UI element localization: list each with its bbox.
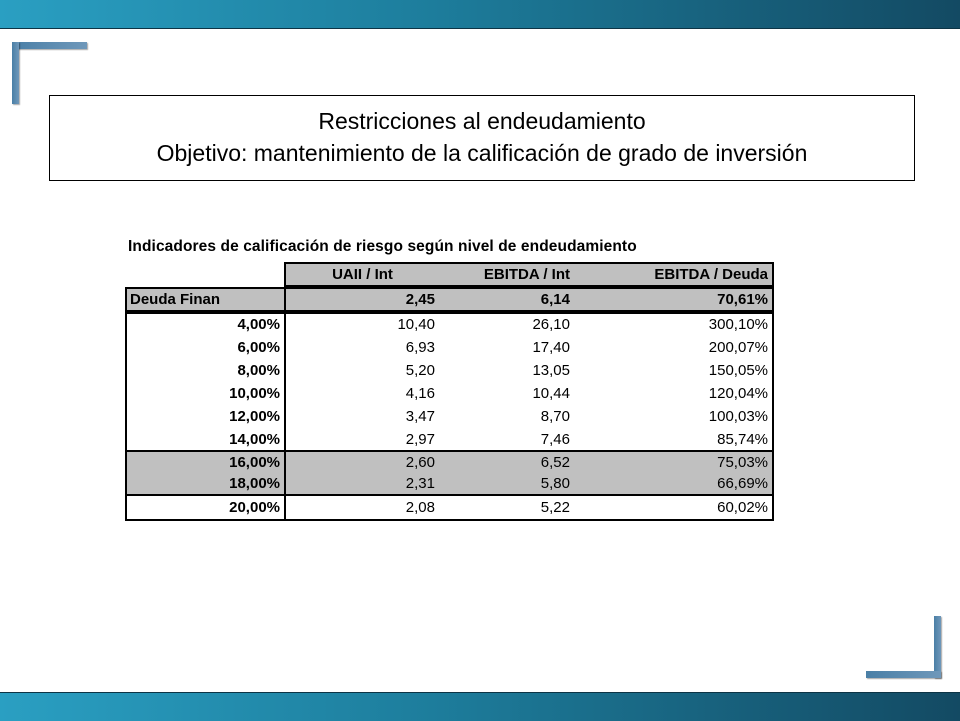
row-debt-level: 20,00% bbox=[229, 499, 280, 516]
header-uaii-int: UAII / Int bbox=[332, 266, 393, 283]
row-ebitda-int: 6,52 bbox=[540, 454, 570, 471]
row-uaii-int: 2,97 bbox=[405, 431, 435, 448]
row-uaii-int: 4,16 bbox=[405, 385, 435, 402]
row-uaii-int: 10,40 bbox=[397, 316, 435, 333]
row-ebitda-deuda: 75,03% bbox=[717, 454, 768, 471]
header-ebitda-int: EBITDA / Int bbox=[483, 266, 570, 283]
summary-ebitda-deuda: 70,61% bbox=[717, 291, 768, 308]
row-ebitda-int: 17,40 bbox=[532, 339, 570, 356]
row-uaii-int: 2,31 bbox=[405, 475, 435, 492]
row-ebitda-deuda: 60,02% bbox=[717, 499, 768, 516]
row-ebitda-int: 13,05 bbox=[532, 362, 570, 379]
row-ebitda-deuda: 85,74% bbox=[717, 431, 768, 448]
row-uaii-int: 2,60 bbox=[405, 454, 435, 471]
row-uaii-int: 3,47 bbox=[405, 408, 435, 425]
row-ebitda-int: 5,80 bbox=[540, 475, 570, 492]
row-debt-level: 10,00% bbox=[229, 385, 280, 402]
row-ebitda-deuda: 300,10% bbox=[708, 316, 768, 333]
row-ebitda-int: 7,46 bbox=[540, 431, 570, 448]
row-debt-level: 12,00% bbox=[229, 408, 280, 425]
row-debt-level: 16,00% bbox=[229, 454, 280, 471]
header-ebitda-deuda: EBITDA / Deuda bbox=[654, 266, 768, 283]
row-ebitda-deuda: 66,69% bbox=[717, 475, 768, 492]
row-ebitda-deuda: 100,03% bbox=[708, 408, 768, 425]
summary-uaii-int: 2,45 bbox=[405, 291, 435, 308]
row-uaii-int: 5,20 bbox=[405, 362, 435, 379]
row-ebitda-int: 26,10 bbox=[532, 316, 570, 333]
row-ebitda-deuda: 120,04% bbox=[708, 385, 768, 402]
table-caption: Indicadores de calificación de riesgo según nivel de endeudamiento bbox=[128, 238, 637, 255]
row-ebitda-int: 8,70 bbox=[540, 408, 570, 425]
row-ebitda-int: 10,44 bbox=[532, 385, 570, 402]
row-debt-level: 6,00% bbox=[237, 339, 280, 356]
slide-subtitle: Objetivo: mantenimiento de la calificación de grado de inversión bbox=[156, 140, 808, 166]
row-debt-level: 18,00% bbox=[229, 475, 280, 492]
row-uaii-int: 6,93 bbox=[405, 339, 435, 356]
row-ebitda-deuda: 200,07% bbox=[708, 339, 768, 356]
summary-label: Deuda Finan bbox=[130, 291, 221, 308]
summary-ebitda-int: 6,14 bbox=[540, 291, 570, 308]
row-debt-level: 8,00% bbox=[237, 362, 280, 379]
row-uaii-int: 2,08 bbox=[405, 499, 435, 516]
row-ebitda-deuda: 150,05% bbox=[708, 362, 768, 379]
slide-title: Restricciones al endeudamiento bbox=[318, 108, 646, 134]
row-debt-level: 14,00% bbox=[229, 431, 280, 448]
row-ebitda-int: 5,22 bbox=[540, 499, 570, 516]
row-debt-level: 4,00% bbox=[237, 316, 280, 333]
